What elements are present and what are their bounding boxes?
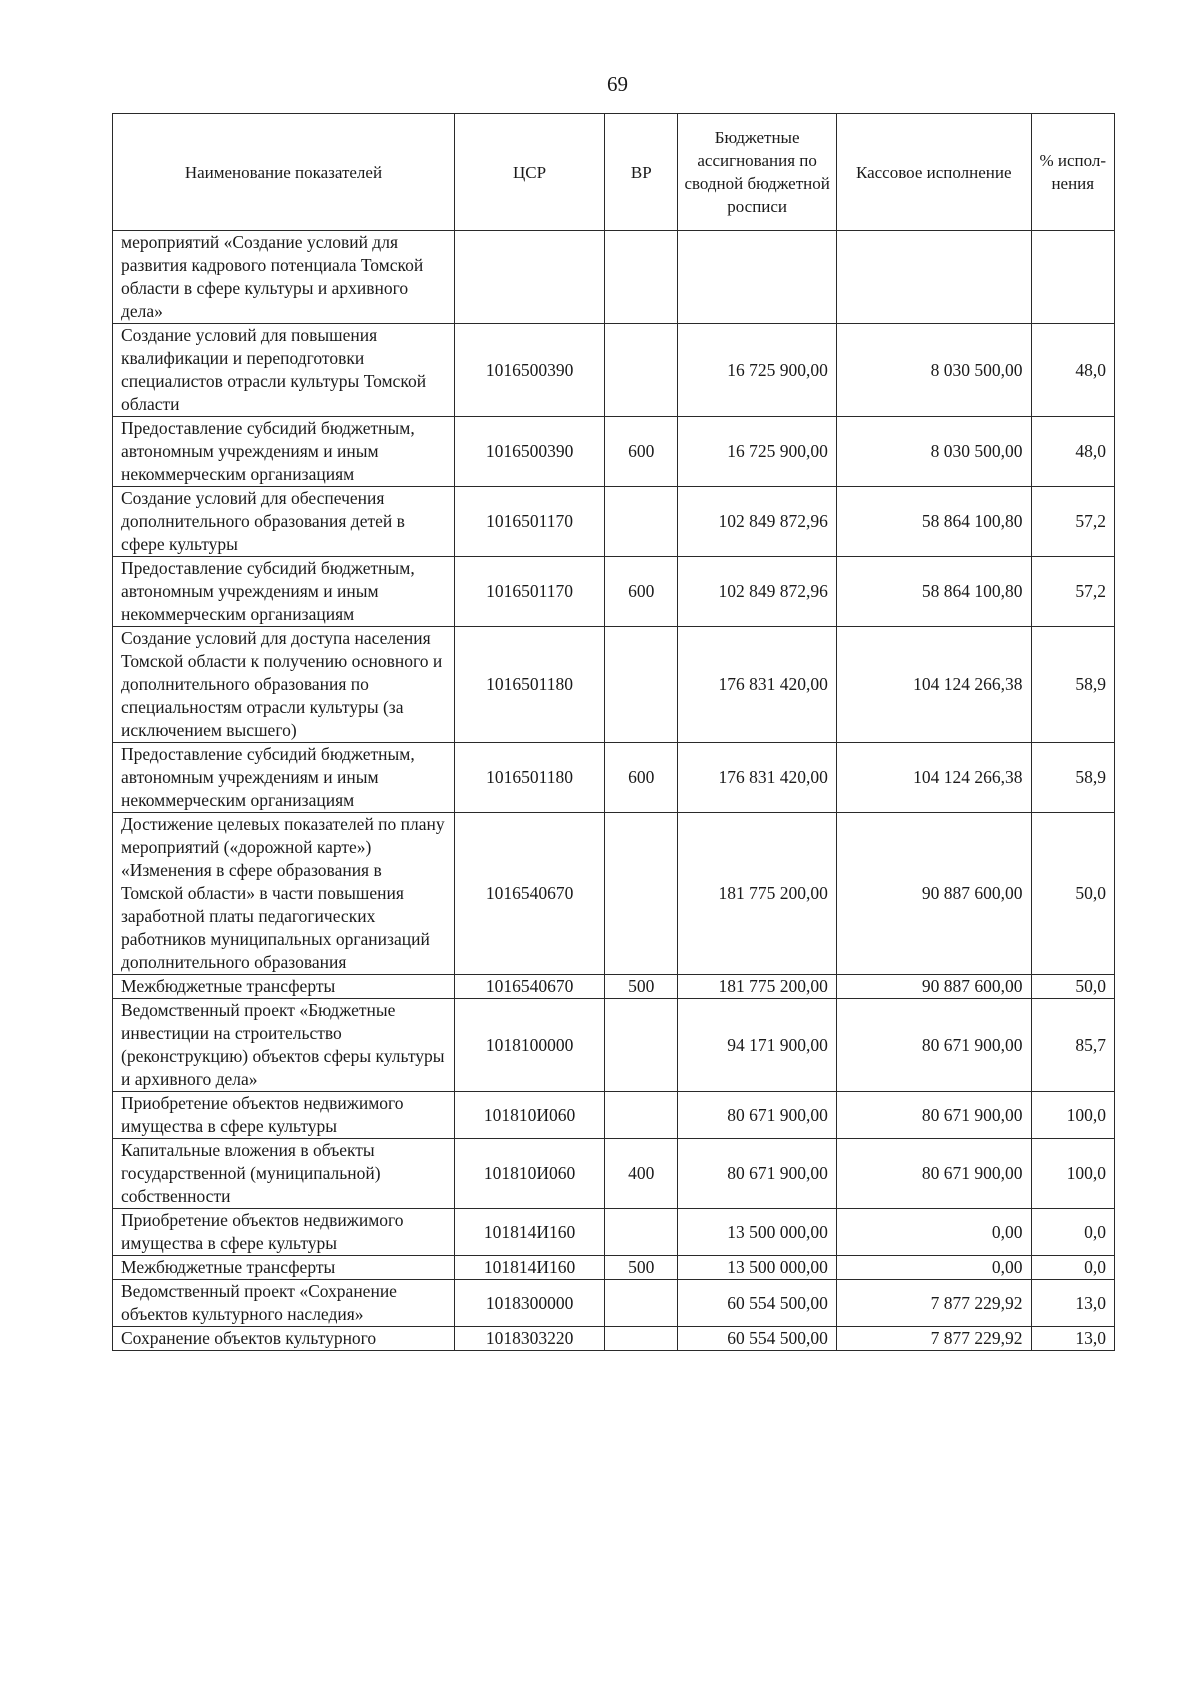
table-row xyxy=(113,557,1115,627)
cell-cash: 0,00 xyxy=(836,1209,1031,1256)
cell-name: Капитальные вложения в объекты государственной (муниципальной) собственности xyxy=(113,1139,455,1209)
cell-budget: 181 775 200,00 xyxy=(678,813,837,975)
table-row xyxy=(113,1280,1115,1327)
cell-cash: 80 671 900,00 xyxy=(836,1139,1031,1209)
header-vr: ВР xyxy=(605,114,678,231)
cell-vr: 600 xyxy=(605,557,678,627)
cell-name: Достижение целевых показателей по плану мероприятий («дорожной карте») «Изменения в сфере образования в Томской области» в части повышения заработной платы педагогических работников муниципальных организаций дополнительного образования xyxy=(113,813,455,975)
table-row xyxy=(113,999,1115,1092)
cell-budget: 16 725 900,00 xyxy=(678,417,837,487)
header-budget: Бюджетные ассигнования по сводной бюджетной росписи xyxy=(678,114,837,231)
cell-pct: 50,0 xyxy=(1031,813,1114,975)
cell-name: Сохранение объектов культурного xyxy=(113,1327,455,1351)
budget-execution-table xyxy=(112,113,1115,1351)
cell-cash: 8 030 500,00 xyxy=(836,417,1031,487)
table-header-row xyxy=(113,114,1115,231)
table-row xyxy=(113,975,1115,999)
page-number: 69 xyxy=(607,72,628,96)
table-row xyxy=(113,813,1115,975)
cell-cash xyxy=(836,231,1031,324)
cell-pct: 58,9 xyxy=(1031,743,1114,813)
cell-pct: 100,0 xyxy=(1031,1139,1114,1209)
cell-csr: 1016501180 xyxy=(454,627,604,743)
cell-pct: 0,0 xyxy=(1031,1256,1114,1280)
cell-csr: 1016500390 xyxy=(454,417,604,487)
cell-cash: 8 030 500,00 xyxy=(836,324,1031,417)
cell-pct: 50,0 xyxy=(1031,975,1114,999)
cell-budget: 80 671 900,00 xyxy=(678,1139,837,1209)
cell-budget: 102 849 872,96 xyxy=(678,487,837,557)
cell-name: Ведомственный проект «Бюджетные инвестиции на строительство (реконструкцию) объектов сферы культуры и архивного дела» xyxy=(113,999,455,1092)
cell-name: Создание условий для доступа населения Томской области к получению основного и дополнительного образования по специальностям отрасли культуры (за исключением высшего) xyxy=(113,627,455,743)
cell-name: Приобретение объектов недвижимого имущества в сфере культуры xyxy=(113,1092,455,1139)
table-row xyxy=(113,417,1115,487)
cell-name: Приобретение объектов недвижимого имущества в сфере культуры xyxy=(113,1209,455,1256)
cell-csr: 1016501170 xyxy=(454,487,604,557)
cell-vr xyxy=(605,813,678,975)
cell-vr xyxy=(605,627,678,743)
table-row xyxy=(113,1256,1115,1280)
cell-vr xyxy=(605,1327,678,1351)
table-row xyxy=(113,231,1115,324)
cell-vr xyxy=(605,324,678,417)
header-pct: % испол-нения xyxy=(1031,114,1114,231)
cell-pct: 13,0 xyxy=(1031,1327,1114,1351)
cell-pct: 57,2 xyxy=(1031,557,1114,627)
cell-name: мероприятий «Создание условий для развития кадрового потенциала Томской области в сфере культуры и архивного дела» xyxy=(113,231,455,324)
cell-cash: 104 124 266,38 xyxy=(836,743,1031,813)
cell-cash: 80 671 900,00 xyxy=(836,999,1031,1092)
cell-name: Межбюджетные трансферты xyxy=(113,1256,455,1280)
cell-vr: 500 xyxy=(605,975,678,999)
cell-vr: 600 xyxy=(605,743,678,813)
cell-csr: 1018303220 xyxy=(454,1327,604,1351)
cell-pct xyxy=(1031,231,1114,324)
cell-name: Межбюджетные трансферты xyxy=(113,975,455,999)
cell-csr: 1016501170 xyxy=(454,557,604,627)
table-row xyxy=(113,1092,1115,1139)
cell-vr: 500 xyxy=(605,1256,678,1280)
header-csr: ЦСР xyxy=(454,114,604,231)
cell-pct: 85,7 xyxy=(1031,999,1114,1092)
cell-cash: 0,00 xyxy=(836,1256,1031,1280)
cell-name: Предоставление субсидий бюджетным, автономным учреждениям и иным некоммерческим организациям xyxy=(113,417,455,487)
cell-cash: 58 864 100,80 xyxy=(836,487,1031,557)
cell-vr xyxy=(605,231,678,324)
cell-vr xyxy=(605,487,678,557)
table-row xyxy=(113,627,1115,743)
cell-budget: 16 725 900,00 xyxy=(678,324,837,417)
cell-pct: 48,0 xyxy=(1031,324,1114,417)
cell-budget: 181 775 200,00 xyxy=(678,975,837,999)
cell-csr: 101810И060 xyxy=(454,1092,604,1139)
cell-cash: 7 877 229,92 xyxy=(836,1280,1031,1327)
cell-csr: 1016540670 xyxy=(454,813,604,975)
cell-budget xyxy=(678,231,837,324)
cell-budget: 176 831 420,00 xyxy=(678,743,837,813)
table-row xyxy=(113,743,1115,813)
cell-pct: 57,2 xyxy=(1031,487,1114,557)
cell-budget: 13 500 000,00 xyxy=(678,1256,837,1280)
cell-csr xyxy=(454,231,604,324)
cell-budget: 60 554 500,00 xyxy=(678,1280,837,1327)
cell-pct: 13,0 xyxy=(1031,1280,1114,1327)
cell-name: Ведомственный проект «Сохранение объектов культурного наследия» xyxy=(113,1280,455,1327)
cell-budget: 176 831 420,00 xyxy=(678,627,837,743)
table-row xyxy=(113,1327,1115,1351)
table-row xyxy=(113,487,1115,557)
cell-name: Создание условий для обеспечения дополнительного образования детей в сфере культуры xyxy=(113,487,455,557)
cell-cash: 90 887 600,00 xyxy=(836,813,1031,975)
cell-budget: 80 671 900,00 xyxy=(678,1092,837,1139)
cell-vr xyxy=(605,999,678,1092)
cell-cash: 7 877 229,92 xyxy=(836,1327,1031,1351)
cell-vr xyxy=(605,1092,678,1139)
cell-csr: 101814И160 xyxy=(454,1256,604,1280)
cell-budget: 60 554 500,00 xyxy=(678,1327,837,1351)
cell-vr xyxy=(605,1280,678,1327)
cell-csr: 101810И060 xyxy=(454,1139,604,1209)
header-name: Наименование показателей xyxy=(113,114,455,231)
cell-cash: 90 887 600,00 xyxy=(836,975,1031,999)
cell-pct: 58,9 xyxy=(1031,627,1114,743)
cell-csr: 1016501180 xyxy=(454,743,604,813)
cell-cash: 104 124 266,38 xyxy=(836,627,1031,743)
cell-pct: 100,0 xyxy=(1031,1092,1114,1139)
header-cash: Кассовое исполнение xyxy=(836,114,1031,231)
cell-csr: 1016500390 xyxy=(454,324,604,417)
cell-pct: 48,0 xyxy=(1031,417,1114,487)
cell-cash: 58 864 100,80 xyxy=(836,557,1031,627)
cell-budget: 102 849 872,96 xyxy=(678,557,837,627)
cell-budget: 94 171 900,00 xyxy=(678,999,837,1092)
cell-csr: 1018100000 xyxy=(454,999,604,1092)
cell-vr xyxy=(605,1209,678,1256)
cell-cash: 80 671 900,00 xyxy=(836,1092,1031,1139)
cell-csr: 1018300000 xyxy=(454,1280,604,1327)
cell-budget: 13 500 000,00 xyxy=(678,1209,837,1256)
cell-name: Предоставление субсидий бюджетным, автономным учреждениям и иным некоммерческим организациям xyxy=(113,743,455,813)
cell-vr: 600 xyxy=(605,417,678,487)
cell-vr: 400 xyxy=(605,1139,678,1209)
cell-name: Предоставление субсидий бюджетным, автономным учреждениям и иным некоммерческим организациям xyxy=(113,557,455,627)
table-row xyxy=(113,1209,1115,1256)
table-row xyxy=(113,1139,1115,1209)
table-row xyxy=(113,324,1115,417)
cell-pct: 0,0 xyxy=(1031,1209,1114,1256)
cell-csr: 101814И160 xyxy=(454,1209,604,1256)
cell-csr: 1016540670 xyxy=(454,975,604,999)
cell-name: Создание условий для повышения квалификации и переподготовки специалистов отрасли культуры Томской области xyxy=(113,324,455,417)
